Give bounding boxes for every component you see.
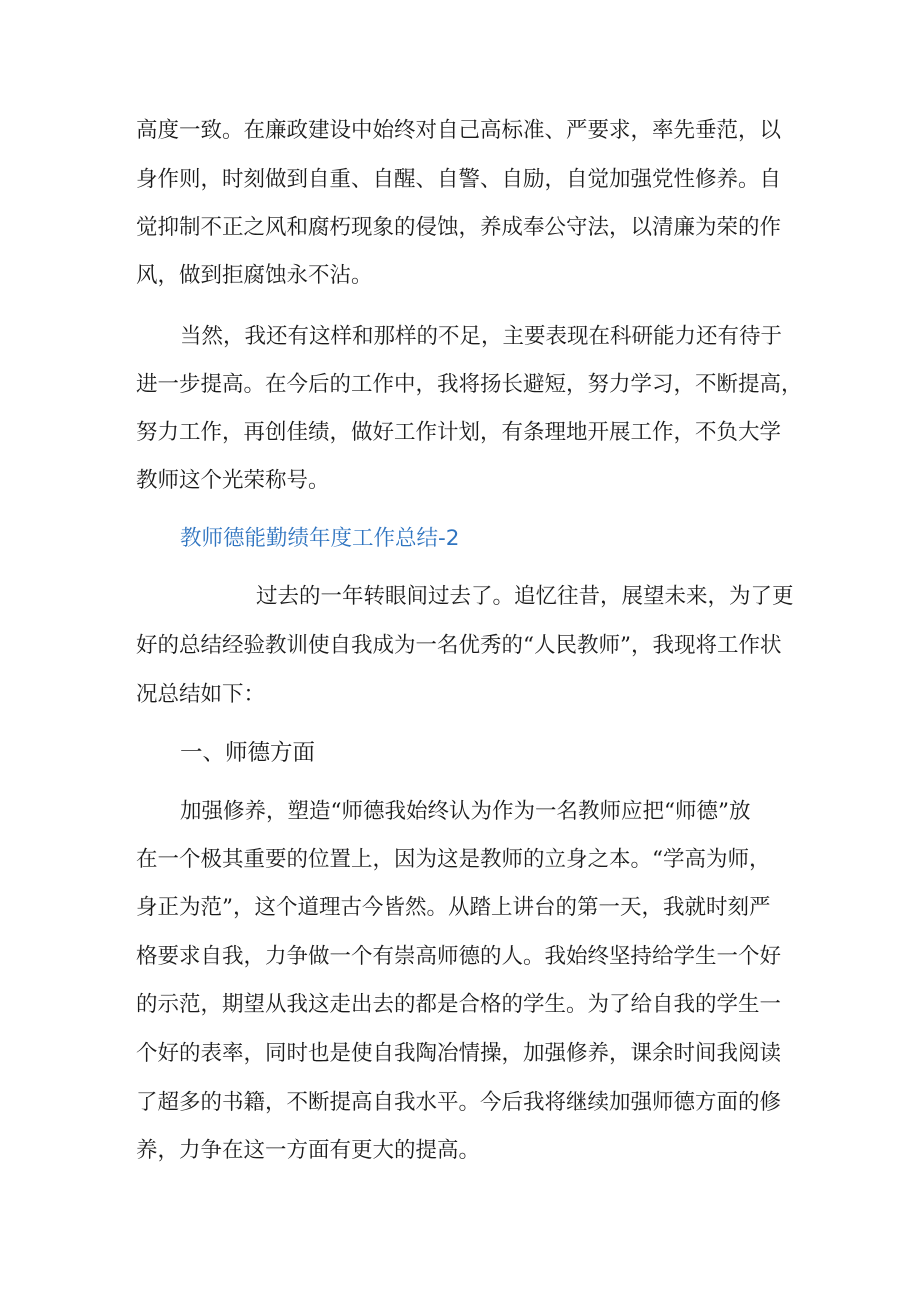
para2-line-2: 进一步提高。在今后的工作中，我将扬长避短，努力学习，不断提高， [136,372,803,397]
para1-line-1: 高度一致。在廉政建设中始终对自己高标准、严要求，率先垂范，以 [136,118,782,143]
para4-line-4: 格要求自我，力争做一个有崇高师德的人。我始终坚持给学生一个好 [136,944,782,969]
section-title: 一、师德方面 [180,740,316,766]
para3-line-3: 况总结如下： [136,682,266,707]
para4-line-3: 身正为范”，这个道理古今皆然。从踏上讲台的第一天，我就时刻严 [136,895,771,920]
para2-line-3: 努力工作，再创佳绩，做好工作计划，有条理地开展工作，不负大学 [136,420,782,445]
para3-line-1: 过去的一年转眼间过去了。追忆往昔，展望未来，为了更 [256,584,794,609]
para4-line-1: 加强修养，塑造“师德我始终认为作为一名教师应把“师德”放 [180,799,751,824]
para4-line-7: 了超多的书籍，不断提高自我水平。今后我将继续加强师德方面的修 [136,1090,782,1115]
section-heading: 教师德能勤绩年度工作总结-2 [180,526,460,551]
para2-line-1: 当然，我还有这样和那样的不足，主要表现在科研能力还有待于 [180,324,783,349]
para4-line-6: 个好的表率，同时也是使自我陶冶情操，加强修养，课余时间我阅读 [136,1041,782,1066]
para4-line-2: 在一个极其重要的位置上，因为这是教师的立身之本。“学高为师， [136,847,771,872]
para3-line-2: 好的总结经验教训使自我成为一名优秀的“人民教师”，我现将工作状 [136,633,782,658]
para2-line-4: 教师这个光荣称号。 [136,468,330,493]
para1-line-3: 觉抑制不正之风和腐朽现象的侵蚀，养成奉公守法，以清廉为荣的作 [136,215,782,240]
para4-line-5: 的示范，期望从我这走出去的都是合格的学生。为了给自我的学生一 [136,992,782,1017]
para4-line-8: 养，力争在这一方面有更大的提高。 [136,1138,481,1163]
para1-line-2: 身作则，时刻做到自重、自醒、自警、自励，自觉加强党性修养。自 [136,167,782,192]
para1-line-4: 风，做到拒腐蚀永不沾。 [136,263,373,288]
